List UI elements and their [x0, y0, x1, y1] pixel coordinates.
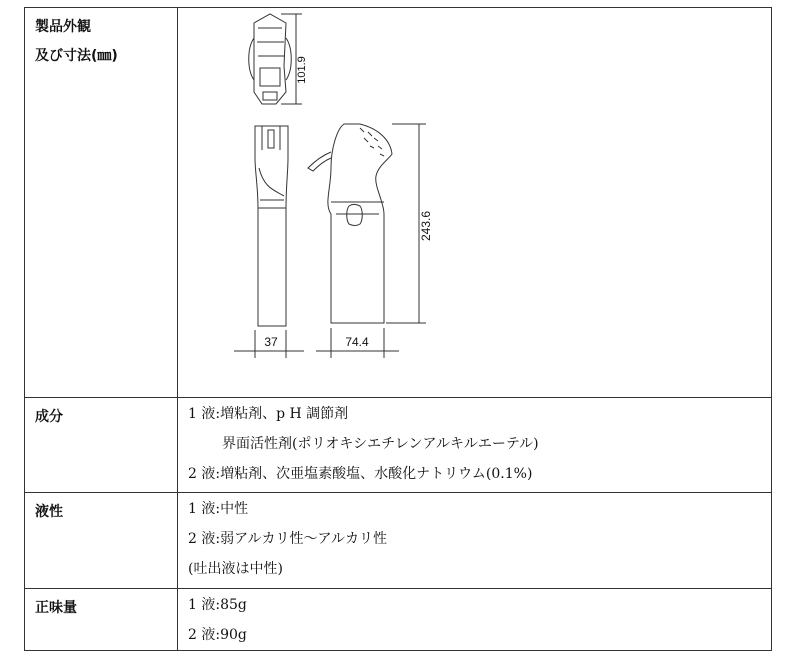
net-quantity-row — [25, 589, 772, 651]
appearance-row — [25, 8, 772, 398]
ingredients-line-3: 2 液:増粘剤、次亜塩素酸塩、水酸化ナトリウム(0.1%) — [188, 466, 533, 482]
liquid-property-line-2: 2 液:弱アルカリ性〜アルカリ性 — [188, 531, 387, 547]
appearance-label-cell — [25, 8, 178, 398]
liquid-property-line-1: 1 液:中性 — [188, 501, 249, 517]
dim-label-side-height: 243.6 — [419, 210, 433, 242]
dim-label-top-height: 101.9 — [296, 56, 308, 84]
ingredients-label-cell — [25, 398, 178, 493]
net-quantity-content-cell — [178, 589, 772, 651]
dim-label-wide-width: 74.4 — [345, 335, 369, 349]
liquid-property-label-cell — [25, 493, 178, 589]
dim-label-narrow-width: 37 — [264, 335, 278, 349]
liquid-property-content-cell — [178, 493, 772, 589]
net-quantity-line-2: 2 液:90g — [188, 627, 247, 643]
side-view-narrow — [255, 126, 288, 326]
ingredients-content-cell — [178, 398, 772, 493]
net-quantity-label-cell — [25, 589, 178, 651]
ingredients-line-1: 1 液:増粘剤、p H 調節剤 — [188, 406, 349, 422]
net-quantity-label: 正味量 — [35, 600, 77, 616]
ingredients-label: 成分 — [35, 409, 63, 425]
net-quantity-line-1: 1 液:85g — [188, 597, 247, 613]
appearance-label-line2: 及び寸法(㎜) — [35, 48, 118, 64]
side-view-wide — [308, 124, 392, 323]
liquid-property-label: 液性 — [35, 504, 63, 520]
product-dimension-drawing — [214, 8, 614, 393]
appearance-label-line1: 製品外観 — [35, 19, 91, 35]
liquid-property-row — [25, 493, 772, 589]
liquid-property-line-3: (吐出液は中性) — [188, 561, 283, 577]
ingredients-row — [25, 398, 772, 493]
ingredients-line-2: 界面活性剤(ポリオキシエチレンアルキルエーテル) — [222, 436, 539, 452]
top-view-sprayer-head — [249, 14, 292, 104]
appearance-drawing-cell — [178, 8, 772, 398]
spec-table — [24, 7, 772, 651]
